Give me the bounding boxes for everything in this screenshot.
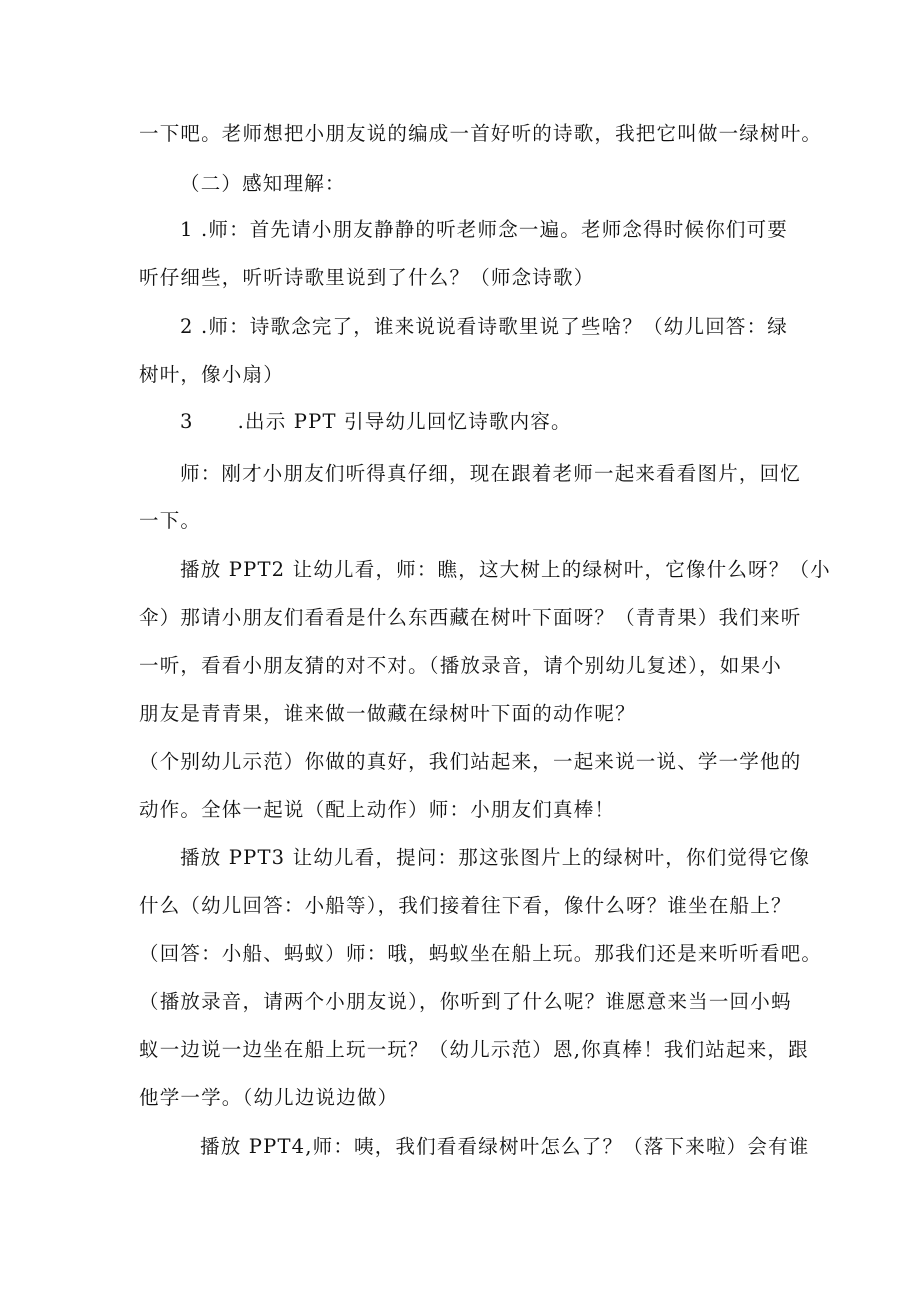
text-line: 播放 PPT2 让幼儿看，师：瞧，这大树上的绿树叶，它像什么呀？（小	[180, 558, 831, 581]
text-line: 2 .师：诗歌念完了，谁来说说看诗歌里说了些啥？（幼儿回答：绿	[180, 315, 789, 338]
text-line: 动作。全体一起说（配上动作）师：小朋友们真棒！	[139, 798, 616, 821]
text-line: 播放 PPT3 让幼儿看，提问：那这张图片上的绿树叶，你们觉得它像	[180, 846, 811, 869]
text-line: 树叶，像小扇）	[139, 363, 284, 386]
text-line-item-3	[180, 410, 572, 434]
text-line: 一下吧。老师想把小朋友说的编成一首好听的诗歌，我把它叫做一绿树叶。	[139, 122, 823, 145]
text-line: （回答：小船、蚂蚁）师：哦，蚂蚁坐在船上玩。那我们还是来听听看吧。	[139, 942, 823, 965]
item-text: .出示 PPT 引导幼儿回忆诗歌内容。	[237, 410, 572, 433]
text-line: （播放录音，请两个小朋友说），你听到了什么呢？谁愿意来当一回小蚂	[139, 990, 792, 1013]
text-line: 听仔细些，听听诗歌里说到了什么？（师念诗歌）	[139, 266, 595, 289]
text-line: 1 .师：首先请小朋友静静的听老师念一遍。老师念得时候你们可要	[180, 218, 789, 241]
text-line: 蚁一边说一边坐在船上玩一玩？（幼儿示范）恩,你真棒！我们站起来，跟	[139, 1038, 809, 1061]
text-line: （个别幼儿示范）你做的真好，我们站起来，一起来说一说、学一学他的	[139, 750, 802, 773]
text-line: 播放 PPT4,师：咦，我们看看绿树叶怎么了？（落下来啦）会有谁	[200, 1135, 810, 1158]
section-heading: （二）感知理解：	[180, 172, 346, 195]
text-line: 伞）那请小朋友们看看是什么东西藏在树叶下面呀？（青青果）我们来听	[139, 606, 802, 629]
text-line: 朋友是青青果，谁来做一做藏在绿树叶下面的动作呢？	[139, 702, 636, 725]
text-line: 师：刚才小朋友们听得真仔细，现在跟着老师一起来看看图片，回忆	[180, 462, 802, 485]
text-line: 一下。	[139, 509, 202, 532]
text-line: 一听，看看小朋友猜的对不对。（播放录音，请个别幼儿复述），如果小	[139, 654, 782, 677]
text-line: 他学一学。（幼儿边说边做）	[139, 1086, 399, 1109]
item-number: 3	[180, 410, 194, 433]
text-line: 什么（幼儿回答：小船等），我们接着往下看，像什么呀？谁坐在船上？	[139, 894, 792, 917]
